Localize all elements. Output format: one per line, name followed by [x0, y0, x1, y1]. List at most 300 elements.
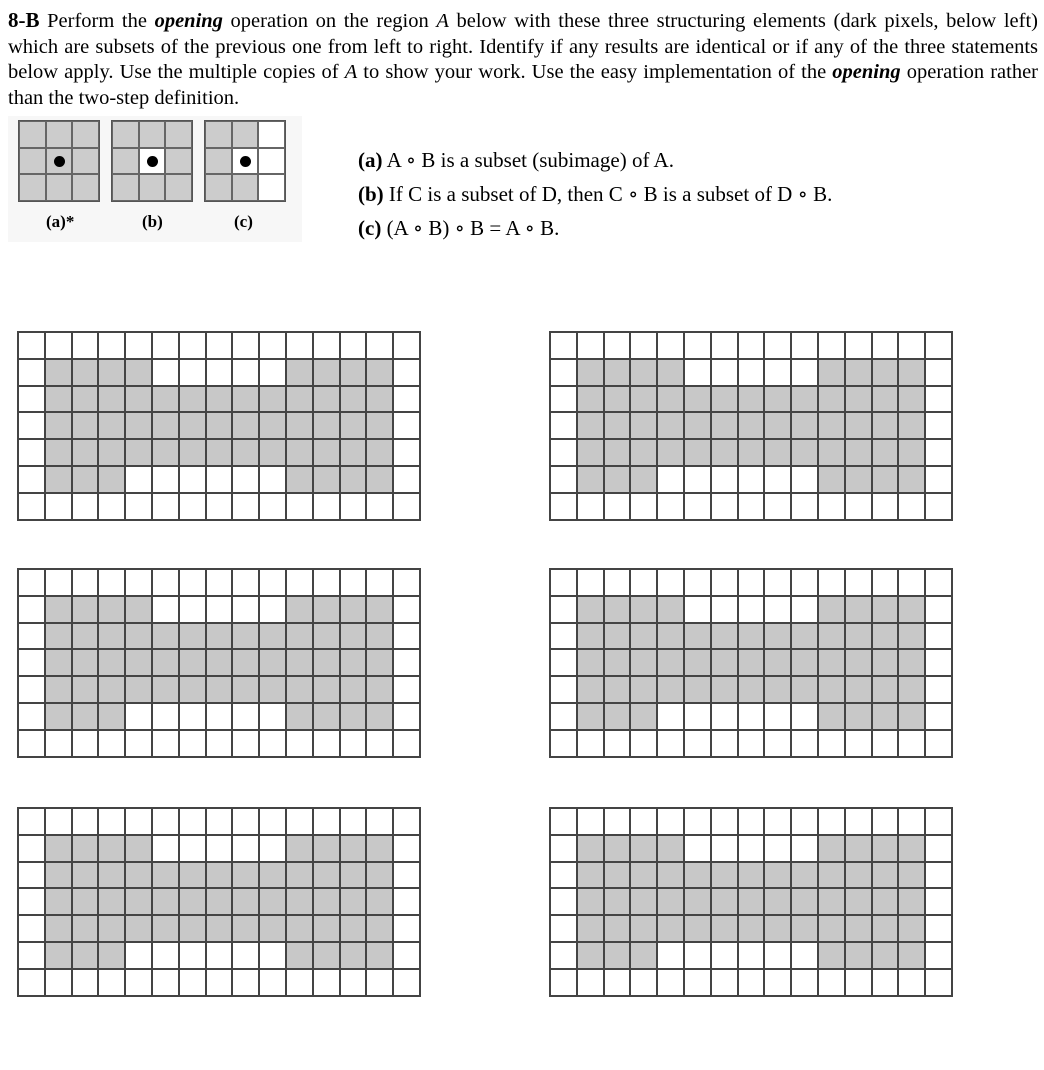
region-pixel-off[interactable] — [577, 332, 604, 359]
region-pixel-on[interactable] — [711, 412, 738, 439]
region-pixel-off[interactable] — [152, 466, 179, 493]
region-pixel-on[interactable] — [630, 386, 657, 413]
region-pixel-off[interactable] — [98, 493, 125, 520]
region-pixel-on[interactable] — [577, 942, 604, 969]
region-pixel-off[interactable] — [684, 835, 711, 862]
region-pixel-on[interactable] — [313, 359, 340, 386]
region-pixel-off[interactable] — [125, 332, 152, 359]
region-pixel-off[interactable] — [259, 730, 286, 757]
region-pixel-on[interactable] — [179, 862, 206, 889]
region-pixel-on[interactable] — [98, 703, 125, 730]
region-pixel-on[interactable] — [98, 623, 125, 650]
region-pixel-on[interactable] — [791, 386, 818, 413]
region-pixel-on[interactable] — [577, 466, 604, 493]
region-pixel-off[interactable] — [232, 730, 259, 757]
region-pixel-off[interactable] — [684, 703, 711, 730]
region-pixel-off[interactable] — [259, 942, 286, 969]
region-pixel-off[interactable] — [206, 703, 233, 730]
region-pixel-off[interactable] — [925, 332, 952, 359]
region-pixel-off[interactable] — [550, 676, 577, 703]
region-pixel-on[interactable] — [45, 386, 72, 413]
region-pixel-on[interactable] — [872, 676, 899, 703]
region-pixel-on[interactable] — [845, 835, 872, 862]
region-pixel-on[interactable] — [657, 412, 684, 439]
region-pixel-on[interactable] — [604, 703, 631, 730]
region-pixel-off[interactable] — [791, 969, 818, 996]
region-pixel-on[interactable] — [286, 359, 313, 386]
region-pixel-on[interactable] — [604, 596, 631, 623]
region-pixel-off[interactable] — [206, 466, 233, 493]
region-pixel-on[interactable] — [657, 386, 684, 413]
region-pixel-off[interactable] — [179, 359, 206, 386]
region-pixel-off[interactable] — [393, 386, 420, 413]
region-pixel-off[interactable] — [393, 888, 420, 915]
region-pixel-on[interactable] — [577, 649, 604, 676]
region-pixel-off[interactable] — [764, 835, 791, 862]
region-pixel-on[interactable] — [232, 649, 259, 676]
region-pixel-on[interactable] — [313, 649, 340, 676]
region-pixel-on[interactable] — [845, 412, 872, 439]
region-pixel-off[interactable] — [791, 332, 818, 359]
region-pixel-on[interactable] — [72, 466, 99, 493]
region-pixel-on[interactable] — [872, 359, 899, 386]
region-pixel-on[interactable] — [286, 386, 313, 413]
region-pixel-on[interactable] — [45, 835, 72, 862]
region-pixel-on[interactable] — [152, 888, 179, 915]
region-pixel-on[interactable] — [845, 942, 872, 969]
region-pixel-on[interactable] — [340, 703, 367, 730]
region-pixel-on[interactable] — [98, 412, 125, 439]
region-pixel-off[interactable] — [550, 439, 577, 466]
region-pixel-on[interactable] — [313, 439, 340, 466]
region-pixel-off[interactable] — [125, 569, 152, 596]
region-pixel-off[interactable] — [577, 730, 604, 757]
region-pixel-on[interactable] — [152, 915, 179, 942]
region-pixel-on[interactable] — [657, 649, 684, 676]
region-pixel-on[interactable] — [286, 835, 313, 862]
region-pixel-off[interactable] — [550, 969, 577, 996]
region-pixel-off[interactable] — [657, 703, 684, 730]
region-pixel-on[interactable] — [72, 915, 99, 942]
region-pixel-on[interactable] — [711, 439, 738, 466]
region-pixel-on[interactable] — [340, 915, 367, 942]
region-pixel-off[interactable] — [313, 730, 340, 757]
region-pixel-on[interactable] — [72, 676, 99, 703]
region-pixel-off[interactable] — [657, 942, 684, 969]
region-pixel-off[interactable] — [550, 862, 577, 889]
region-pixel-off[interactable] — [393, 569, 420, 596]
region-pixel-off[interactable] — [630, 730, 657, 757]
region-pixel-off[interactable] — [684, 332, 711, 359]
region-pixel-off[interactable] — [711, 466, 738, 493]
region-pixel-on[interactable] — [764, 386, 791, 413]
region-pixel-on[interactable] — [45, 359, 72, 386]
region-pixel-on[interactable] — [259, 649, 286, 676]
region-pixel-off[interactable] — [393, 359, 420, 386]
region-pixel-off[interactable] — [259, 466, 286, 493]
region-pixel-off[interactable] — [818, 730, 845, 757]
region-pixel-on[interactable] — [313, 835, 340, 862]
region-pixel-off[interactable] — [764, 730, 791, 757]
region-pixel-off[interactable] — [152, 703, 179, 730]
region-pixel-on[interactable] — [738, 862, 765, 889]
region-pixel-off[interactable] — [206, 359, 233, 386]
region-pixel-off[interactable] — [206, 569, 233, 596]
region-pixel-on[interactable] — [340, 359, 367, 386]
region-pixel-on[interactable] — [898, 412, 925, 439]
region-pixel-off[interactable] — [684, 969, 711, 996]
region-pixel-on[interactable] — [232, 676, 259, 703]
region-pixel-off[interactable] — [550, 332, 577, 359]
region-pixel-on[interactable] — [604, 942, 631, 969]
region-pixel-off[interactable] — [550, 915, 577, 942]
region-pixel-on[interactable] — [764, 412, 791, 439]
region-pixel-on[interactable] — [125, 862, 152, 889]
region-pixel-off[interactable] — [366, 969, 393, 996]
region-pixel-on[interactable] — [577, 862, 604, 889]
region-pixel-off[interactable] — [738, 332, 765, 359]
region-pixel-on[interactable] — [898, 439, 925, 466]
region-pixel-on[interactable] — [711, 676, 738, 703]
region-pixel-on[interactable] — [791, 439, 818, 466]
region-pixel-off[interactable] — [232, 466, 259, 493]
region-pixel-off[interactable] — [657, 569, 684, 596]
region-pixel-on[interactable] — [313, 466, 340, 493]
region-pixel-off[interactable] — [18, 386, 45, 413]
region-pixel-on[interactable] — [577, 386, 604, 413]
region-pixel-off[interactable] — [206, 969, 233, 996]
region-pixel-on[interactable] — [630, 676, 657, 703]
region-pixel-on[interactable] — [125, 386, 152, 413]
region-pixel-off[interactable] — [845, 569, 872, 596]
region-pixel-on[interactable] — [845, 386, 872, 413]
region-pixel-on[interactable] — [818, 649, 845, 676]
region-pixel-on[interactable] — [711, 623, 738, 650]
region-pixel-off[interactable] — [206, 835, 233, 862]
region-pixel-on[interactable] — [286, 703, 313, 730]
region-pixel-on[interactable] — [366, 942, 393, 969]
region-pixel-off[interactable] — [738, 466, 765, 493]
region-pixel-off[interactable] — [684, 942, 711, 969]
region-pixel-on[interactable] — [872, 386, 899, 413]
region-pixel-off[interactable] — [604, 569, 631, 596]
region-pixel-on[interactable] — [872, 649, 899, 676]
region-pixel-on[interactable] — [286, 623, 313, 650]
region-pixel-on[interactable] — [845, 466, 872, 493]
region-pixel-off[interactable] — [259, 596, 286, 623]
region-pixel-on[interactable] — [98, 439, 125, 466]
region-pixel-off[interactable] — [925, 493, 952, 520]
region-pixel-off[interactable] — [738, 808, 765, 835]
region-pixel-on[interactable] — [872, 412, 899, 439]
region-pixel-off[interactable] — [313, 493, 340, 520]
region-pixel-off[interactable] — [340, 493, 367, 520]
region-pixel-on[interactable] — [898, 596, 925, 623]
region-pixel-off[interactable] — [711, 835, 738, 862]
region-pixel-on[interactable] — [872, 703, 899, 730]
region-pixel-off[interactable] — [18, 730, 45, 757]
region-pixel-on[interactable] — [72, 942, 99, 969]
region-pixel-off[interactable] — [259, 493, 286, 520]
region-pixel-off[interactable] — [738, 730, 765, 757]
region-pixel-off[interactable] — [152, 332, 179, 359]
region-pixel-on[interactable] — [898, 835, 925, 862]
region-pixel-off[interactable] — [738, 969, 765, 996]
region-pixel-on[interactable] — [898, 466, 925, 493]
region-pixel-on[interactable] — [630, 942, 657, 969]
region-pixel-on[interactable] — [898, 888, 925, 915]
region-pixel-on[interactable] — [630, 888, 657, 915]
region-pixel-on[interactable] — [845, 888, 872, 915]
region-pixel-off[interactable] — [179, 942, 206, 969]
region-pixel-off[interactable] — [711, 569, 738, 596]
region-pixel-off[interactable] — [925, 915, 952, 942]
region-pixel-off[interactable] — [630, 569, 657, 596]
region-pixel-off[interactable] — [232, 969, 259, 996]
region-pixel-off[interactable] — [764, 359, 791, 386]
region-pixel-off[interactable] — [259, 569, 286, 596]
region-pixel-off[interactable] — [18, 835, 45, 862]
region-pixel-off[interactable] — [684, 359, 711, 386]
region-pixel-off[interactable] — [604, 332, 631, 359]
region-pixel-on[interactable] — [711, 915, 738, 942]
region-pixel-on[interactable] — [259, 412, 286, 439]
region-pixel-on[interactable] — [259, 676, 286, 703]
region-pixel-off[interactable] — [125, 730, 152, 757]
region-pixel-off[interactable] — [630, 493, 657, 520]
region-pixel-on[interactable] — [152, 676, 179, 703]
region-pixel-on[interactable] — [72, 623, 99, 650]
region-pixel-on[interactable] — [72, 862, 99, 889]
region-pixel-on[interactable] — [206, 676, 233, 703]
region-pixel-on[interactable] — [738, 623, 765, 650]
region-pixel-on[interactable] — [125, 888, 152, 915]
region-pixel-off[interactable] — [393, 439, 420, 466]
region-pixel-off[interactable] — [393, 412, 420, 439]
region-pixel-on[interactable] — [630, 649, 657, 676]
region-pixel-off[interactable] — [18, 808, 45, 835]
region-pixel-on[interactable] — [657, 623, 684, 650]
region-pixel-off[interactable] — [872, 493, 899, 520]
region-pixel-off[interactable] — [630, 332, 657, 359]
region-pixel-off[interactable] — [550, 649, 577, 676]
region-pixel-off[interactable] — [393, 862, 420, 889]
region-pixel-on[interactable] — [313, 703, 340, 730]
region-pixel-on[interactable] — [366, 623, 393, 650]
region-pixel-on[interactable] — [872, 623, 899, 650]
region-pixel-off[interactable] — [366, 332, 393, 359]
region-pixel-on[interactable] — [630, 915, 657, 942]
region-pixel-off[interactable] — [152, 835, 179, 862]
region-pixel-on[interactable] — [657, 915, 684, 942]
region-pixel-on[interactable] — [630, 596, 657, 623]
region-pixel-off[interactable] — [393, 676, 420, 703]
region-pixel-on[interactable] — [764, 623, 791, 650]
region-pixel-on[interactable] — [630, 623, 657, 650]
region-pixel-off[interactable] — [684, 596, 711, 623]
region-pixel-on[interactable] — [232, 412, 259, 439]
region-pixel-on[interactable] — [872, 439, 899, 466]
region-pixel-on[interactable] — [232, 915, 259, 942]
region-pixel-off[interactable] — [206, 942, 233, 969]
region-pixel-off[interactable] — [925, 969, 952, 996]
region-pixel-on[interactable] — [711, 649, 738, 676]
region-pixel-on[interactable] — [45, 676, 72, 703]
region-pixel-on[interactable] — [313, 386, 340, 413]
region-pixel-off[interactable] — [684, 808, 711, 835]
region-pixel-off[interactable] — [791, 359, 818, 386]
region-pixel-off[interactable] — [925, 942, 952, 969]
region-pixel-on[interactable] — [898, 942, 925, 969]
region-pixel-off[interactable] — [657, 466, 684, 493]
region-pixel-off[interactable] — [898, 569, 925, 596]
region-pixel-off[interactable] — [657, 969, 684, 996]
region-pixel-on[interactable] — [604, 676, 631, 703]
region-pixel-off[interactable] — [393, 969, 420, 996]
region-pixel-on[interactable] — [818, 439, 845, 466]
region-pixel-off[interactable] — [232, 359, 259, 386]
region-pixel-off[interactable] — [711, 596, 738, 623]
region-pixel-on[interactable] — [577, 623, 604, 650]
region-pixel-on[interactable] — [259, 439, 286, 466]
region-pixel-on[interactable] — [630, 703, 657, 730]
region-pixel-on[interactable] — [818, 888, 845, 915]
region-pixel-on[interactable] — [818, 835, 845, 862]
region-pixel-off[interactable] — [925, 466, 952, 493]
region-pixel-on[interactable] — [791, 649, 818, 676]
region-pixel-on[interactable] — [845, 649, 872, 676]
region-pixel-on[interactable] — [684, 439, 711, 466]
region-pixel-on[interactable] — [711, 386, 738, 413]
region-pixel-off[interactable] — [550, 730, 577, 757]
region-pixel-off[interactable] — [18, 915, 45, 942]
region-pixel-on[interactable] — [684, 412, 711, 439]
region-pixel-on[interactable] — [45, 862, 72, 889]
region-pixel-off[interactable] — [791, 835, 818, 862]
region-pixel-on[interactable] — [313, 942, 340, 969]
region-pixel-on[interactable] — [340, 466, 367, 493]
region-pixel-on[interactable] — [657, 888, 684, 915]
region-pixel-off[interactable] — [18, 332, 45, 359]
region-pixel-off[interactable] — [925, 649, 952, 676]
region-pixel-on[interactable] — [286, 862, 313, 889]
region-pixel-off[interactable] — [393, 596, 420, 623]
region-pixel-off[interactable] — [791, 703, 818, 730]
region-pixel-on[interactable] — [872, 942, 899, 969]
region-pixel-off[interactable] — [604, 730, 631, 757]
region-pixel-off[interactable] — [550, 466, 577, 493]
region-pixel-off[interactable] — [898, 808, 925, 835]
region-pixel-off[interactable] — [764, 942, 791, 969]
region-pixel-on[interactable] — [845, 703, 872, 730]
region-pixel-on[interactable] — [45, 466, 72, 493]
region-pixel-off[interactable] — [738, 835, 765, 862]
region-pixel-on[interactable] — [657, 676, 684, 703]
region-pixel-off[interactable] — [232, 942, 259, 969]
region-pixel-off[interactable] — [550, 386, 577, 413]
region-pixel-off[interactable] — [125, 942, 152, 969]
region-pixel-on[interactable] — [366, 359, 393, 386]
region-pixel-off[interactable] — [818, 332, 845, 359]
region-pixel-on[interactable] — [818, 862, 845, 889]
region-pixel-on[interactable] — [179, 676, 206, 703]
region-pixel-off[interactable] — [366, 569, 393, 596]
region-pixel-on[interactable] — [898, 623, 925, 650]
region-pixel-off[interactable] — [152, 969, 179, 996]
region-pixel-off[interactable] — [179, 835, 206, 862]
region-pixel-on[interactable] — [630, 466, 657, 493]
region-pixel-on[interactable] — [206, 386, 233, 413]
region-pixel-on[interactable] — [179, 386, 206, 413]
region-pixel-on[interactable] — [366, 835, 393, 862]
region-pixel-on[interactable] — [152, 862, 179, 889]
region-pixel-off[interactable] — [340, 332, 367, 359]
region-pixel-on[interactable] — [818, 915, 845, 942]
region-pixel-on[interactable] — [98, 862, 125, 889]
region-pixel-on[interactable] — [630, 439, 657, 466]
region-pixel-on[interactable] — [340, 439, 367, 466]
region-pixel-on[interactable] — [286, 888, 313, 915]
region-pixel-off[interactable] — [393, 808, 420, 835]
region-pixel-on[interactable] — [206, 915, 233, 942]
region-pixel-on[interactable] — [872, 862, 899, 889]
region-pixel-off[interactable] — [232, 493, 259, 520]
region-pixel-off[interactable] — [18, 596, 45, 623]
region-pixel-on[interactable] — [152, 412, 179, 439]
region-pixel-on[interactable] — [340, 386, 367, 413]
region-pixel-on[interactable] — [898, 359, 925, 386]
region-pixel-on[interactable] — [630, 862, 657, 889]
region-pixel-on[interactable] — [577, 915, 604, 942]
region-pixel-on[interactable] — [98, 649, 125, 676]
region-pixel-off[interactable] — [98, 332, 125, 359]
region-pixel-on[interactable] — [577, 412, 604, 439]
region-pixel-on[interactable] — [898, 703, 925, 730]
region-pixel-off[interactable] — [550, 596, 577, 623]
region-pixel-off[interactable] — [340, 808, 367, 835]
region-pixel-off[interactable] — [550, 493, 577, 520]
region-pixel-off[interactable] — [98, 569, 125, 596]
region-pixel-off[interactable] — [764, 332, 791, 359]
region-pixel-on[interactable] — [286, 649, 313, 676]
region-pixel-off[interactable] — [18, 942, 45, 969]
region-pixel-off[interactable] — [925, 596, 952, 623]
region-pixel-off[interactable] — [206, 596, 233, 623]
region-pixel-off[interactable] — [340, 730, 367, 757]
region-pixel-on[interactable] — [206, 623, 233, 650]
region-pixel-off[interactable] — [18, 969, 45, 996]
region-pixel-off[interactable] — [925, 386, 952, 413]
region-pixel-off[interactable] — [630, 808, 657, 835]
region-pixel-off[interactable] — [764, 703, 791, 730]
region-pixel-off[interactable] — [925, 569, 952, 596]
region-pixel-off[interactable] — [657, 332, 684, 359]
region-pixel-on[interactable] — [286, 942, 313, 969]
region-pixel-on[interactable] — [604, 915, 631, 942]
region-pixel-on[interactable] — [630, 835, 657, 862]
region-pixel-off[interactable] — [393, 466, 420, 493]
region-pixel-off[interactable] — [18, 649, 45, 676]
region-pixel-on[interactable] — [845, 439, 872, 466]
region-pixel-on[interactable] — [72, 439, 99, 466]
region-pixel-off[interactable] — [232, 596, 259, 623]
region-pixel-off[interactable] — [577, 969, 604, 996]
region-pixel-off[interactable] — [393, 703, 420, 730]
region-pixel-on[interactable] — [313, 412, 340, 439]
region-pixel-on[interactable] — [898, 649, 925, 676]
region-pixel-off[interactable] — [179, 493, 206, 520]
region-pixel-on[interactable] — [791, 888, 818, 915]
